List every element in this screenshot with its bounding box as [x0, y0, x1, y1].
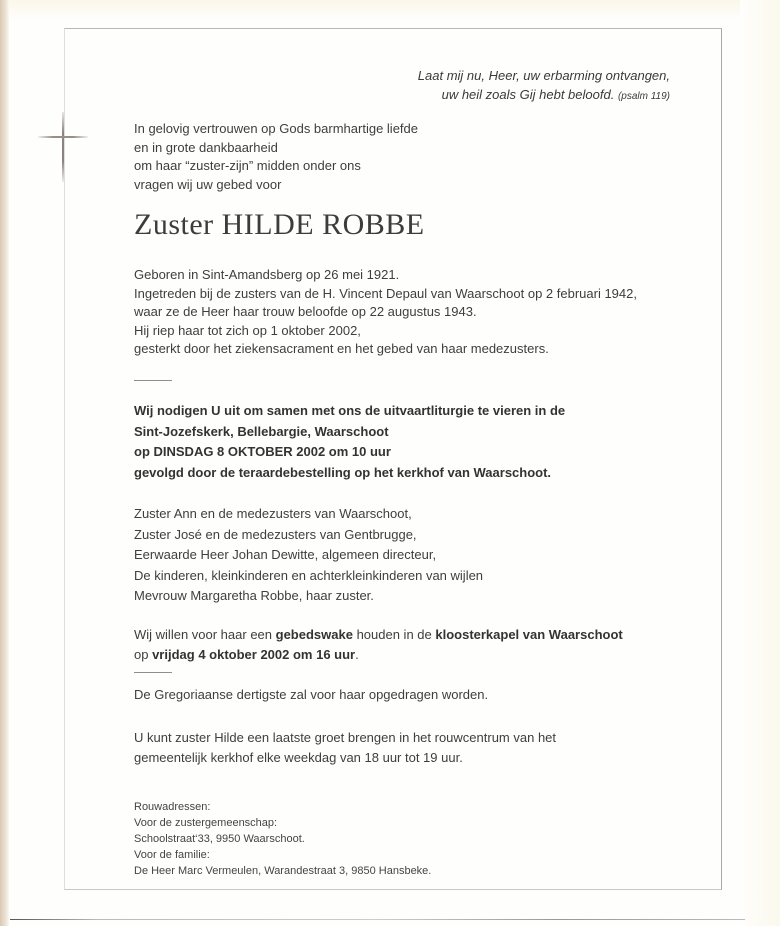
separator-rule	[134, 672, 172, 673]
cross-horizontal-bar	[38, 136, 88, 138]
wake-line-2	[134, 645, 623, 665]
wake-text: houden in de	[352, 627, 436, 642]
invitation-line: op DINSDAG 8 OKTOBER 2002 om 10 uur	[134, 444, 391, 459]
psalm-quote	[418, 66, 670, 106]
bio-line: Hij riep haar tot zich op 1 oktober 2002,	[134, 322, 361, 338]
intro-line: vragen wij uw gebed voor	[134, 176, 282, 192]
intro-paragraph	[134, 120, 418, 194]
bio-line: Ingetreden bij de zusters van de H. Vincent Depaul van Waarschoot op 2 februari 1942,	[134, 285, 637, 301]
psalm-line-2	[418, 85, 670, 106]
psalm-line-2-text: uw heil zoals Gij hebt beloofd.	[441, 87, 615, 102]
visit-line: U kunt zuster Hilde een laatste groet brengen in het rouwcentrum van het	[134, 730, 557, 745]
psalm-line-1: Laat mij nu, Heer, uw erbarming ontvangen,	[417, 68, 670, 83]
address-line: Schoolstraat‘33, 9950 Waarschoot.	[134, 833, 305, 845]
page-tint-top	[9, 0, 780, 20]
outer-bottom-rule	[10, 919, 745, 920]
visitation-notice	[134, 728, 556, 768]
family-line: Zuster Ann en de medezusters van Waarschoot,	[134, 506, 412, 521]
deceased-name: Zuster HILDE ROBBE	[134, 208, 425, 241]
wake-text: .	[355, 647, 359, 662]
invitation-line: Wij nodigen U uit om samen met ons de uitvaartliturgie te vieren in de	[134, 403, 566, 418]
address-line: Voor de familie:	[134, 849, 210, 861]
family-line: Mevrouw Margaretha Robbe, haar zuster.	[134, 588, 374, 603]
separator-rule	[134, 380, 172, 381]
wake-text: op	[134, 647, 153, 662]
family-line: Zuster José en de medezusters van Gentbrugge,	[134, 526, 417, 542]
gregorian-notice: De Gregoriaanse dertigste zal voor haar opgedragen worden.	[134, 687, 489, 702]
wake-text: Wij willen voor haar een	[134, 627, 276, 642]
wake-emphasis: kloosterkapel van Waarschoot	[435, 627, 623, 642]
mourning-addresses	[134, 799, 431, 879]
page-edge	[0, 0, 9, 926]
address-line: Voor de zustergemeenschap:	[134, 817, 278, 829]
address-line: Rouwadressen:	[134, 801, 211, 813]
page-tint-right	[740, 0, 780, 926]
biography	[134, 266, 637, 359]
funeral-invitation	[134, 401, 565, 483]
cross-icon	[38, 112, 88, 182]
intro-line: en in grote dankbaarheid	[134, 139, 278, 155]
bio-line: waar ze de Heer haar trouw beloofde op 22 augustus 1943.	[134, 304, 477, 319]
wake-line-1	[134, 625, 623, 645]
intro-line: In gelovig vertrouwen op Gods barmhartige liefde	[134, 121, 418, 136]
bio-line: Geboren in Sint-Amandsberg op 26 mei 1921.	[134, 267, 400, 282]
prayer-vigil-notice	[134, 625, 623, 665]
invitation-line: gevolgd door de teraardebestelling op het kerkhof van Waarschoot.	[134, 464, 552, 480]
visit-line: gemeentelijk kerkhof elke weekdag van 18 uur tot 19 uur.	[134, 750, 463, 765]
intro-line: om haar “zuster-zijn” midden onder ons	[134, 158, 361, 173]
bio-line: gesterkt door het ziekensacrament en het gebed van haar medezusters.	[134, 341, 549, 356]
family-line: De kinderen, kleinkinderen en achterkleinkinderen van wijlen	[134, 567, 484, 583]
cross-vertical-bar	[62, 112, 64, 182]
invitation-line: Sint-Jozefskerk, Bellebargie, Waarschoot	[134, 423, 389, 439]
address-line: De Heer Marc Vermeulen, Warandestraat 3, 9850 Hansbeke.	[134, 865, 432, 877]
wake-emphasis: gebedswake	[275, 627, 353, 642]
wake-emphasis: vrijdag 4 oktober 2002 om 16 uur	[152, 647, 356, 662]
family-list	[134, 504, 483, 607]
family-line: Eerwaarde Heer Johan Dewitte, algemeen directeur,	[134, 547, 437, 562]
psalm-reference: (psalm 119)	[617, 91, 670, 102]
